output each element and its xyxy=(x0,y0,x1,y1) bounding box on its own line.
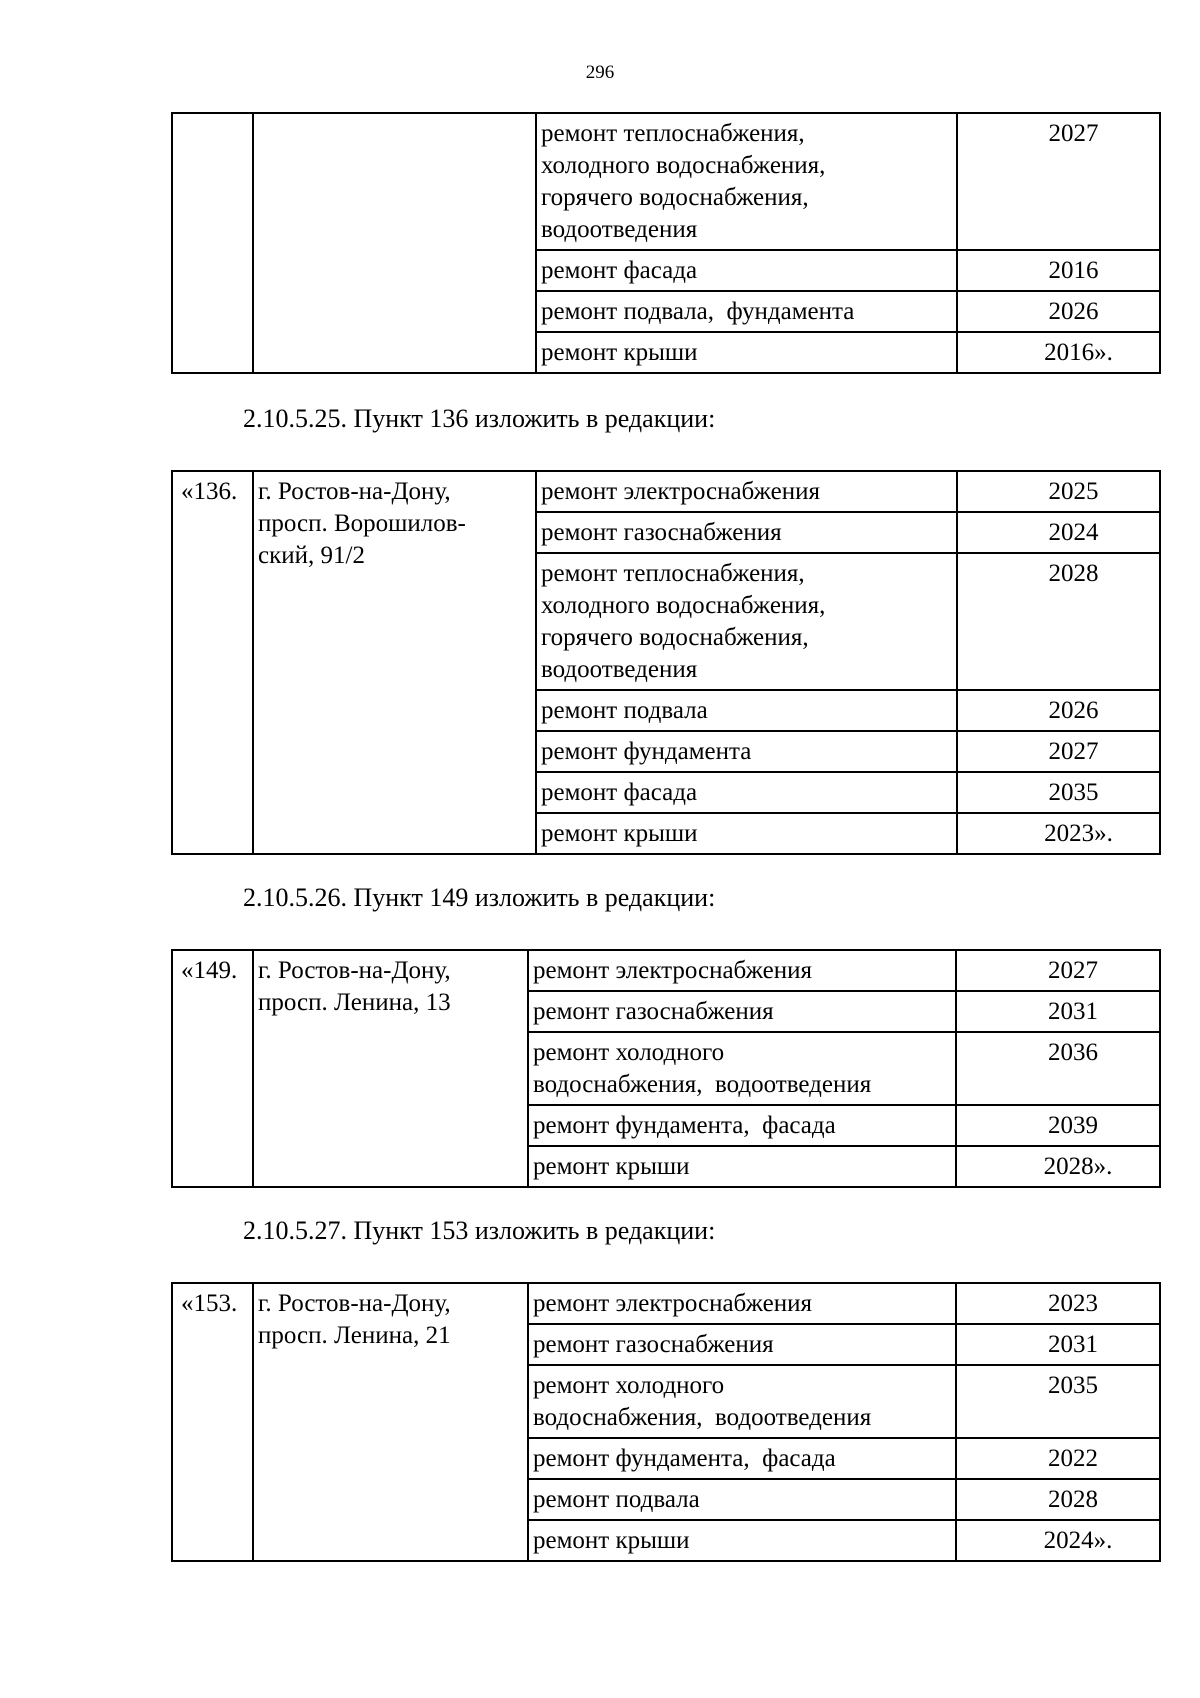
work-cell: ремонт электроснабжения xyxy=(528,950,956,991)
year-cell: 2027 xyxy=(956,950,1160,991)
work-cell: ремонт подвала xyxy=(536,690,957,731)
work-cell: ремонт фундамента, фасада xyxy=(528,1105,956,1146)
table-row xyxy=(172,471,1160,512)
page-number: 296 xyxy=(585,62,615,83)
year-cell: 2035 xyxy=(956,1365,1160,1438)
year-cell: 2027 xyxy=(957,113,1160,250)
work-cell: ремонт крыши xyxy=(536,813,957,854)
item-149-table xyxy=(171,949,1161,1188)
year-cell: 2028 xyxy=(956,1479,1160,1520)
year-cell: 2022 xyxy=(956,1438,1160,1479)
year-cell: 2027 xyxy=(957,731,1160,772)
item-number: «149. xyxy=(172,950,253,1187)
work-cell: ремонт электроснабжения xyxy=(536,471,957,512)
work-cell: ремонт электроснабжения xyxy=(528,1283,956,1324)
section-heading: 2.10.5.27. Пункт 153 изложить в редакции: xyxy=(243,1216,716,1245)
year-cell: 2016 xyxy=(957,250,1160,291)
work-cell: ремонт газоснабжения xyxy=(528,1324,956,1365)
work-cell: ремонт газоснабжения xyxy=(528,991,956,1032)
work-cell: ремонт теплоснабжения, холодного водоснабжения, горячего водоснабжения, водоотведения xyxy=(536,553,957,690)
section-heading: 2.10.5.25. Пункт 136 изложить в редакции: xyxy=(243,404,716,433)
year-cell: 2036 xyxy=(956,1032,1160,1105)
item-153-table xyxy=(171,1282,1161,1562)
section-heading: 2.10.5.26. Пункт 149 изложить в редакции: xyxy=(243,883,716,912)
table-row xyxy=(172,950,1160,991)
address-cell: г. Ростов-на-Дону, просп. Ленина, 13 xyxy=(253,950,528,1187)
year-cell: 2023». xyxy=(957,813,1160,854)
year-cell: 2031 xyxy=(956,1324,1160,1365)
work-cell: ремонт крыши xyxy=(528,1520,956,1561)
work-cell: ремонт теплоснабжения, холодного водоснабжения, горячего водоснабжения, водоотведения xyxy=(536,113,957,250)
address-cell: г. Ростов-на-Дону, просп. Ленина, 21 xyxy=(253,1283,528,1561)
work-cell: ремонт холодного водоснабжения, водоотведения xyxy=(528,1365,956,1438)
work-cell: ремонт фундамента, фасада xyxy=(528,1438,956,1479)
year-cell: 2035 xyxy=(957,772,1160,813)
year-cell: 2024». xyxy=(956,1520,1160,1561)
year-cell: 2016». xyxy=(957,332,1160,373)
year-cell: 2039 xyxy=(956,1105,1160,1146)
year-cell: 2026 xyxy=(957,690,1160,731)
table-row xyxy=(172,1283,1160,1324)
year-cell: 2026 xyxy=(957,291,1160,332)
work-cell: ремонт газоснабжения xyxy=(536,512,957,553)
work-cell: ремонт фундамента xyxy=(536,731,957,772)
item-number: «136. xyxy=(172,471,253,854)
address-cell: г. Ростов-на-Дону, просп. Ворошилов- ский, 91/2 xyxy=(253,471,536,854)
year-cell: 2023 xyxy=(956,1283,1160,1324)
year-cell: 2024 xyxy=(957,512,1160,553)
item-number: «153. xyxy=(172,1283,253,1561)
work-cell: ремонт крыши xyxy=(536,332,957,373)
continuation-table xyxy=(171,112,1161,374)
table-row xyxy=(172,113,1160,250)
work-cell: ремонт подвала, фундамента xyxy=(536,291,957,332)
work-cell: ремонт подвала xyxy=(528,1479,956,1520)
work-cell: ремонт холодного водоснабжения, водоотведения xyxy=(528,1032,956,1105)
year-cell: 2025 xyxy=(957,471,1160,512)
work-cell: ремонт крыши xyxy=(528,1146,956,1187)
address-cell xyxy=(253,113,536,373)
work-cell: ремонт фасада xyxy=(536,250,957,291)
work-cell: ремонт фасада xyxy=(536,772,957,813)
year-cell: 2028». xyxy=(956,1146,1160,1187)
number-cell xyxy=(172,113,253,373)
year-cell: 2028 xyxy=(957,553,1160,690)
year-cell: 2031 xyxy=(956,991,1160,1032)
item-136-table xyxy=(171,470,1161,855)
